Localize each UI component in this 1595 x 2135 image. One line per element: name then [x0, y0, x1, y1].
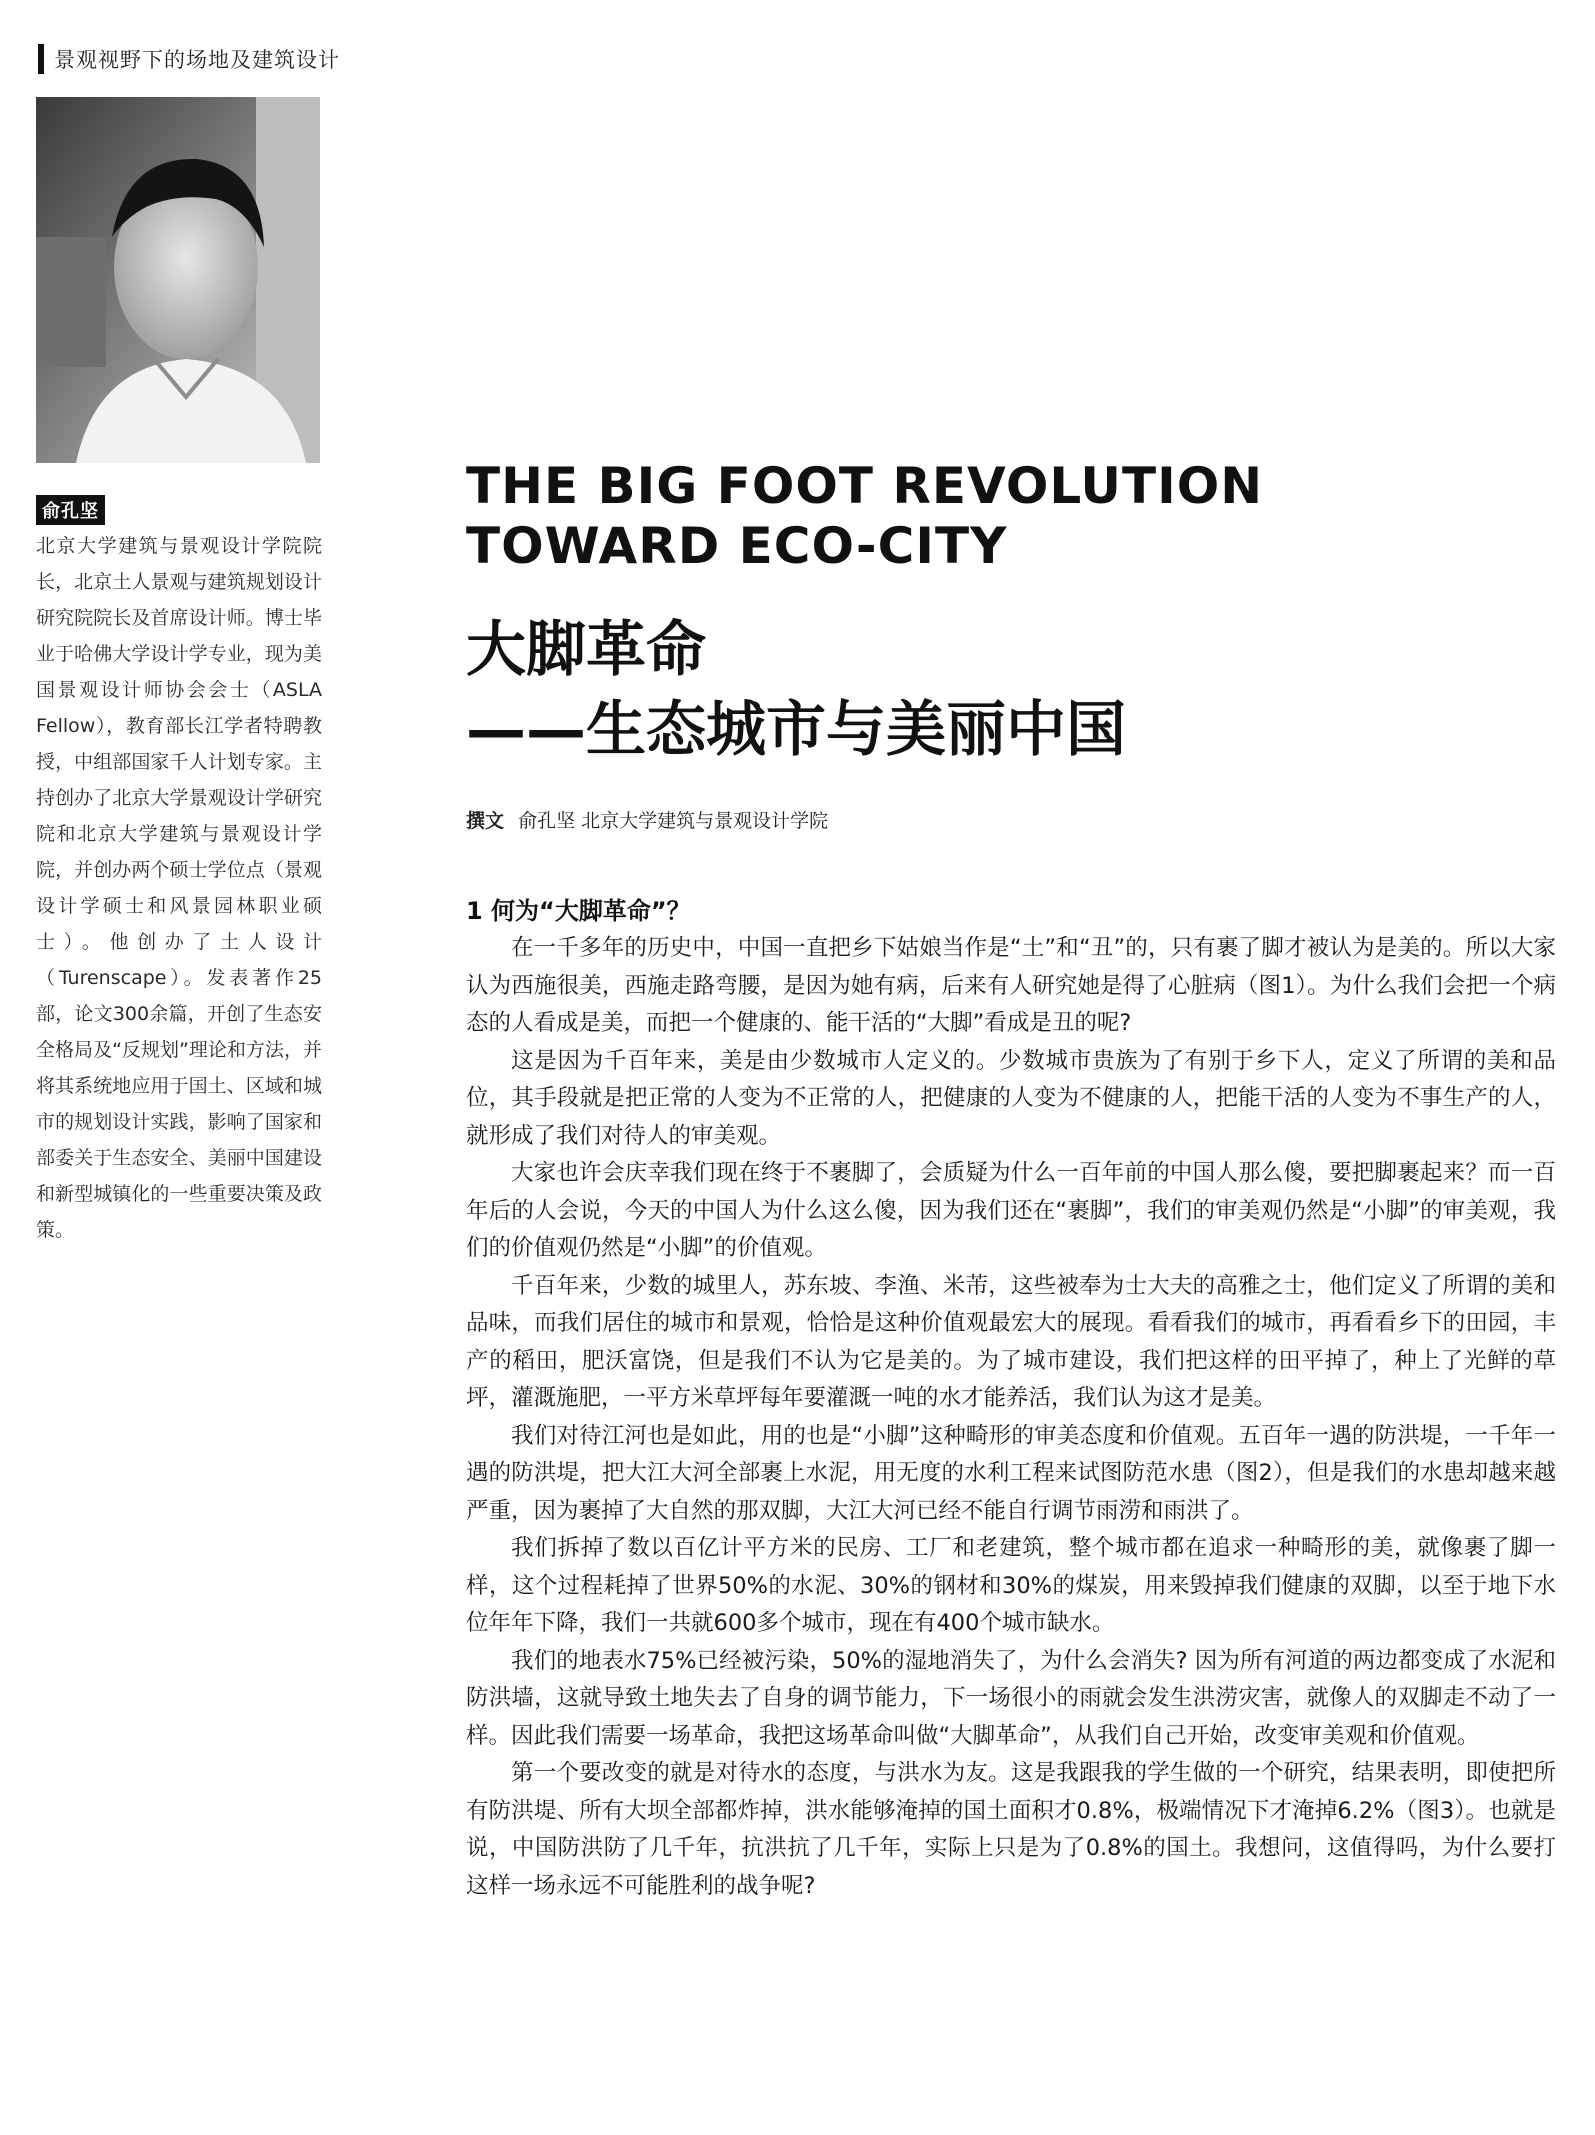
header-bar	[38, 44, 44, 74]
author-bio: 北京大学建筑与景观设计学院院长，北京土人景观与建筑规划设计研究院院长及首席设计师。博士毕业于哈佛大学设计学专业，现为美国景观设计师协会会士（ASLA Fellow），教育部长江学者特聘教授，中组部国家千人计划专家。主持创办了北京大学景观设计学研究院和北京大学建筑与景观设计学院，并创办两个硕士学位点（景观设计学硕士和风景园林职业硕士）。他创办了土人设计（Turenscape）。发表著作25部，论文300余篇，开创了生态安全格局及“反规划”理论和方法，并将其系统地应用于国土、区域和城市的规划设计实践，影响了国家和部委关于生态安全、美丽中国建设和新型城镇化的一些重要决策及政策。	[36, 535, 322, 1241]
article-body	[466, 930, 1556, 1905]
english-title-line-2: TOWARD ECO-CITY	[466, 517, 1008, 575]
section-label: 景观视野下的场地及建筑设计	[54, 48, 340, 72]
chinese-subtitle: ——生态城市与美丽中国	[466, 695, 1126, 765]
author-name: 俞孔坚	[36, 495, 105, 525]
paragraph: 大家也许会庆幸我们现在终于不裹脚了，会质疑为什么一百年前的中国人那么傻，要把脚裹起来？而一百年后的人会说，今天的中国人为什么这么傻，因为我们还在“裹脚”，我们的审美观仍然是“小脚”的审美观，我们的价值观仍然是“小脚”的价值观。	[466, 1160, 1556, 1261]
author-photo-image	[36, 97, 320, 463]
paragraph: 我们拆掉了数以百亿计平方米的民房、工厂和老建筑，整个城市都在追求一种畸形的美，就像裹了脚一样，这个过程耗掉了世界50%的水泥、30%的钢材和30%的煤炭，用来毁掉我们健康的双脚，以至于地下水位年年下降，我们一共就600多个城市，现在有400个城市缺水。	[466, 1535, 1556, 1636]
byline	[466, 806, 828, 833]
paragraph: 在一千多年的历史中，中国一直把乡下姑娘当作是“土”和“丑”的，只有裹了脚才被认为是美的。所以大家认为西施很美，西施走路弯腰，是因为她有病，后来有人研究她是得了心脏病（图1）。为什么我们会把一个病态的人看成是美，而把一个健康的、能干活的“大脚”看成是丑的呢?	[466, 935, 1556, 1036]
byline-tag: 撰文	[466, 810, 505, 832]
paragraph: 第一个要改变的就是对待水的态度，与洪水为友。这是我跟我的学生做的一个研究，结果表明，即使把所有防洪堤、所有大坝全部都炸掉，洪水能够淹掉的国土面积才0.8%，极端情况下才淹掉6.2%（图3）。也就是说，中国防洪防了几千年，抗洪抗了几千年，实际上只是为了0.8%的国土。我想问，这值得吗，为什么要打这样一场永远不可能胜利的战争呢?	[466, 1760, 1556, 1899]
english-title	[466, 456, 1516, 576]
byline-text: 俞孔坚 北京大学建筑与景观设计学院	[518, 810, 829, 832]
section-heading: 1 何为“大脚革命”？	[466, 897, 691, 925]
paragraph: 这是因为千百年来，美是由少数城市人定义的。少数城市贵族为了有别于乡下人，定义了所谓的美和品位，其手段就是把正常的人变为不正常的人，把健康的人变为不健康的人，把能干活的人变为不事生产的人，就形成了我们对待人的审美观。	[466, 1047, 1556, 1149]
section-header	[38, 44, 340, 74]
paragraph: 我们对待江河也是如此，用的也是“小脚”这种畸形的审美态度和价值观。五百年一遇的防洪堤，一千年一遇的防洪堤，把大江大河全部裹上水泥，用无度的水利工程来试图防范水患（图2），但是我们的水患却越来越严重，因为裹掉了大自然的那双脚，大江大河已经不能自行调节雨涝和雨洪了。	[466, 1422, 1556, 1524]
paragraph: 我们的地表水75%已经被污染，50%的湿地消失了，为什么会消失? 因为所有河道的两边都变成了水泥和防洪墙，这就导致土地失去了自身的调节能力，下一场很小的雨就会发生洪涝灾害，就像人的双脚走不动了一样。因此我们需要一场革命，我把这场革命叫做“大脚革命”，从我们自己开始，改变审美观和价值观。	[466, 1647, 1556, 1749]
chinese-title: 大脚革命	[466, 615, 706, 685]
english-title-line-1: THE BIG FOOT REVOLUTION	[466, 457, 1264, 515]
author-photo	[36, 97, 320, 463]
paragraph: 千百年来，少数的城里人，苏东坡、李渔、米芾，这些被奉为士大夫的高雅之士，他们定义了所谓的美和品味，而我们居住的城市和景观，恰恰是这种价值观最宏大的展现。看看我们的城市，再看看乡下的田园，丰产的稻田，肥沃富饶，但是我们不认为它是美的。为了城市建设，我们把这样的田平掉了，种上了光鲜的草坪，灌溉施肥，一平方米草坪每年要灌溉一吨的水才能养活，我们认为这才是美。	[466, 1272, 1556, 1411]
